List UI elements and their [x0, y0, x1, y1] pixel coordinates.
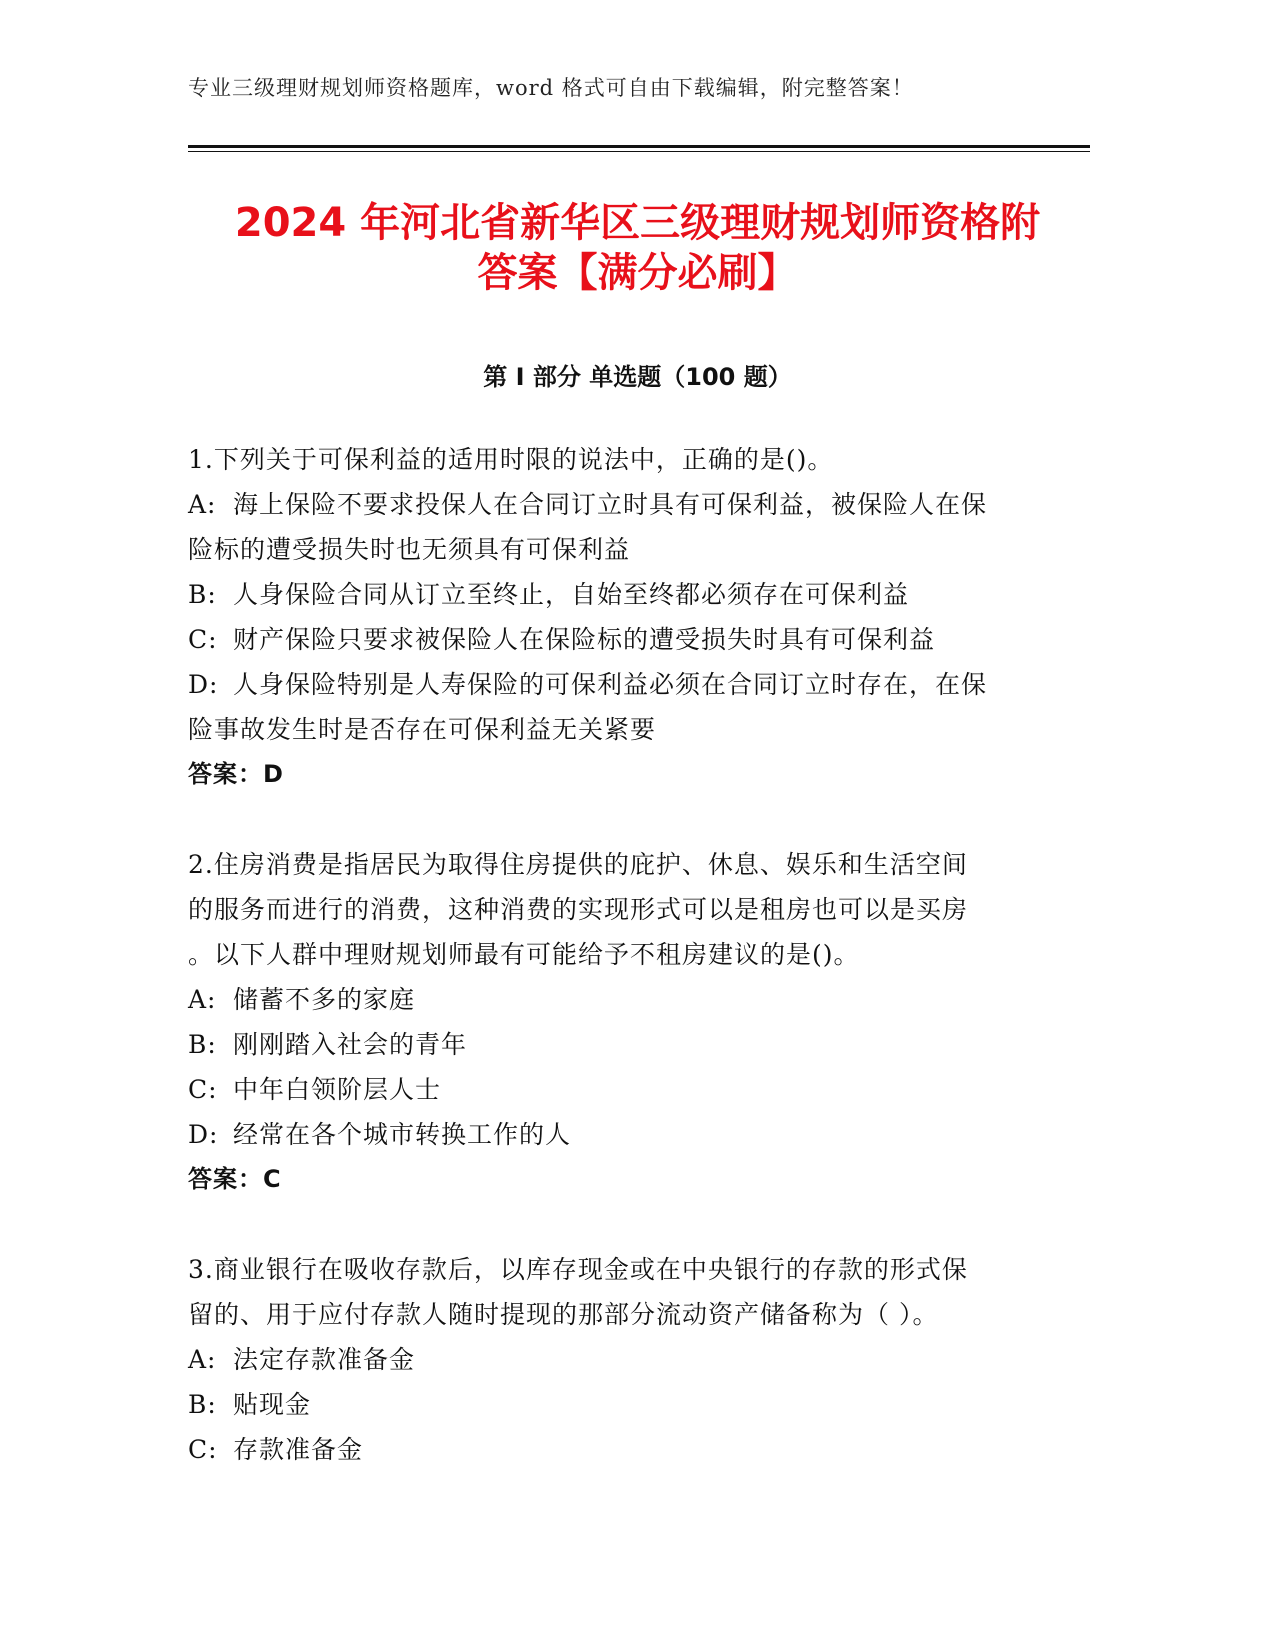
option-key: B: [188, 1030, 217, 1059]
question-stem: 2.住房消费是指居民为取得住房提供的庇护、休息、娱乐和生活空间 [188, 850, 968, 879]
question-stem: 的服务而进行的消费，这种消费的实现形式可以是租房也可以是买房 [188, 895, 969, 924]
title-line: 2024 年河北省新华区三级理财规划师资格附 [234, 200, 1041, 246]
option-key: B: [188, 580, 217, 609]
option-text: 人身保险合同从订立至终止，自始至终都必须存在可保利益 [233, 580, 910, 609]
option-a [188, 1337, 1088, 1382]
option-key: A: [188, 985, 217, 1014]
option-d [188, 1112, 1088, 1157]
option-text: 储蓄不多的家庭 [233, 985, 416, 1014]
question-2 [188, 842, 1088, 1202]
option-b [188, 572, 1088, 617]
option-c [188, 617, 1088, 662]
option-key: C: [188, 1435, 218, 1464]
option-a [188, 977, 1088, 1022]
question-stem: 1.下列关于可保利益的适用时限的说法中，正确的是()。 [188, 445, 834, 474]
option-key: A: [188, 1345, 217, 1374]
option-text: 人身保险特别是人寿保险的可保利益必须在合同订立时存在，在保 [233, 670, 988, 699]
title-line: 答案【满分必刷】 [477, 250, 798, 296]
option-key: A: [188, 490, 217, 519]
question-stem: 3.商业银行在吸收存款后，以库存现金或在中央银行的存款的形式保 [188, 1255, 968, 1284]
option-text: 贴现金 [233, 1390, 312, 1419]
option-text: 存款准备金 [233, 1435, 364, 1464]
answer: 答案：C [188, 1165, 282, 1193]
option-key: D: [188, 1120, 219, 1149]
option-b [188, 1022, 1088, 1067]
option-text: 海上保险不要求投保人在合同订立时具有可保利益，被保险人在保 [233, 490, 988, 519]
header-note: 专业三级理财规划师资格题库，word 格式可自由下载编辑，附完整答案！ [188, 76, 914, 100]
option-c [188, 1427, 1088, 1472]
option-key: D: [188, 670, 219, 699]
option-text: 财产保险只要求被保险人在保险标的遭受损失时具有可保利益 [233, 625, 936, 654]
option-d [188, 662, 1088, 707]
question-stem: 。以下人群中理财规划师最有可能给予不租房建议的是()。 [188, 940, 860, 969]
option-c [188, 1067, 1088, 1112]
option-text: 经常在各个城市转换工作的人 [233, 1120, 572, 1149]
section-title: 第 I 部分 单选题（100 题） [483, 363, 792, 391]
option-text: 法定存款准备金 [233, 1345, 416, 1374]
header-rule-thick [188, 145, 1090, 148]
question-list [188, 437, 1088, 1517]
option-a [188, 482, 1088, 527]
option-continuation: 险事故发生时是否存在可保利益无关紧要 [188, 715, 657, 744]
answer: 答案：D [188, 760, 284, 788]
option-continuation: 险标的遭受损失时也无须具有可保利益 [188, 535, 631, 564]
option-key: C: [188, 625, 218, 654]
option-key: B: [188, 1390, 217, 1419]
document-title [150, 198, 1125, 298]
question-1 [188, 437, 1088, 797]
option-text: 刚刚踏入社会的青年 [233, 1030, 468, 1059]
header-rule-thin [188, 151, 1090, 152]
question-stem: 留的、用于应付存款人随时提现的那部分流动资产储备称为（ ）。 [188, 1300, 939, 1329]
question-3 [188, 1247, 1088, 1472]
option-key: C: [188, 1075, 218, 1104]
option-b [188, 1382, 1088, 1427]
option-text: 中年白领阶层人士 [233, 1075, 442, 1104]
